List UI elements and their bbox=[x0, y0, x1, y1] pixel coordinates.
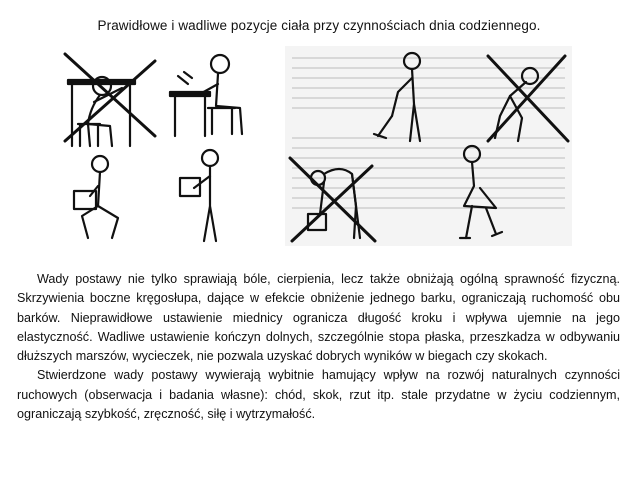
figure-good-sitting bbox=[170, 55, 242, 136]
posture-drawings bbox=[60, 46, 572, 246]
figure-squat-lift bbox=[74, 156, 118, 238]
figure-carry-box bbox=[180, 150, 218, 241]
paragraph: Stwierdzone wady postawy wywierają wybitnie hamujący wpływ na rozwój naturalnych czynności ruchowych (obserwacja i badania własne): chód, skok, rzut itp. stale przydatne w życiu codziennym, ograniczają szybkość, zręczność, siłę i wytrzymałość. bbox=[17, 368, 620, 422]
posture-illustration bbox=[60, 46, 572, 246]
background-text-area bbox=[285, 46, 572, 246]
body-text bbox=[17, 270, 620, 424]
page-title: Prawidłowe i wadliwe pozycje ciała przy czynnościach dnia codziennego. bbox=[97, 18, 541, 33]
paragraph: Wady postawy nie tylko sprawiają bóle, cierpienia, lecz także obniżają ogólną sprawność fizyczną. Skrzywienia boczne kręgosłupa, dające w efekcie obniżenie jednego barku, ograniczają ruchomość obu barków. Nieprawidłowe ustawienie miednicy ogranicza długość kroku i wpływa ujemnie na jego elastyczność. Wadliwe ustawienie kończyn dolnych, szczególnie stopa płaska, przeszkadza w odbywaniu dłuższych marszów, wycieczek, nie pozwala uzyskać dobrych wyników w biegach czy skokach. bbox=[17, 272, 620, 364]
figure-bad-sitting bbox=[65, 54, 155, 146]
